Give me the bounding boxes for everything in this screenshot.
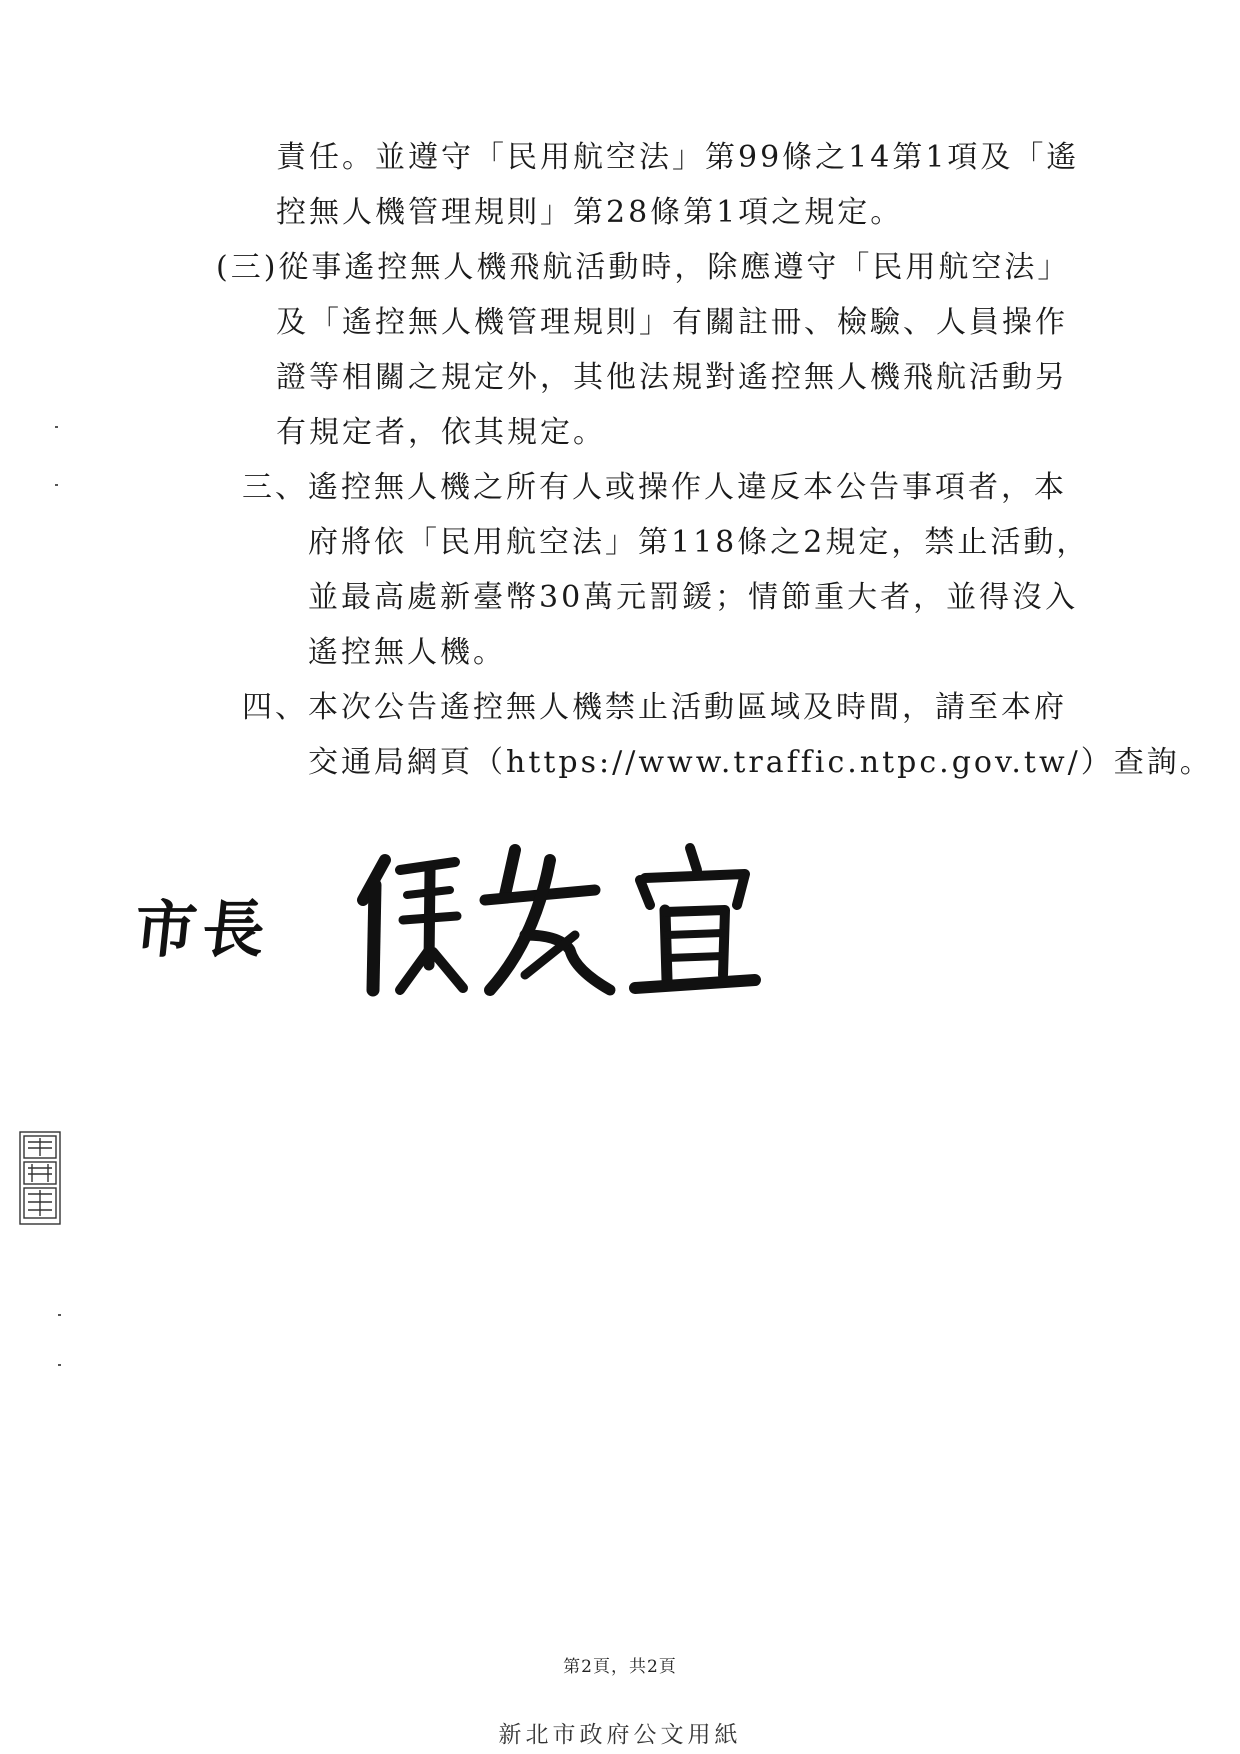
handwritten-signature-image [345, 840, 775, 1010]
scan-mark [55, 426, 58, 428]
footer-paper-label: 新北市政府公文用紙 [498, 1722, 742, 1748]
body-line: 責任。並遵守「民用航空法」第99條之14第1項及「遙 [276, 140, 1080, 175]
body-line: 證等相關之規定外，其他法規對遙控無人機飛航活動另 [276, 360, 1068, 395]
body-line: 有規定者，依其規定。 [276, 415, 606, 450]
page-number: 第2頁，共2頁 [563, 1657, 677, 1677]
body-line: 及「遙控無人機管理規則」有關註冊、檢驗、人員操作 [276, 305, 1068, 340]
body-line: 府將依「民用航空法」第118條之2規定，禁止活動， [308, 525, 1090, 560]
body-line-section-4: 四、本次公告遙控無人機禁止活動區域及時間，請至本府 [242, 690, 1067, 725]
signature-title: 市長 [130, 893, 275, 966]
scan-mark [55, 484, 58, 486]
body-line: 控無人機管理規則」第28條第1項之規定。 [276, 195, 904, 230]
official-seal-fragment [18, 1128, 62, 1228]
scan-mark [58, 1314, 61, 1316]
body-line: 遙控無人機。 [308, 635, 506, 670]
scan-mark [58, 1364, 61, 1366]
body-line-section-3: 三、遙控無人機之所有人或操作人違反本公告事項者，本 [242, 470, 1067, 505]
body-line-item-3: (三)從事遙控無人機飛航活動時，除應遵守「民用航空法」 [216, 250, 1071, 285]
body-line: 交通局網頁（https://www.traffic.ntpc.gov.tw/）查詢。 [308, 745, 1213, 780]
mayor-signature [130, 840, 775, 1010]
body-line: 並最高處新臺幣30萬元罰鍰；情節重大者，並得沒入 [308, 580, 1079, 615]
